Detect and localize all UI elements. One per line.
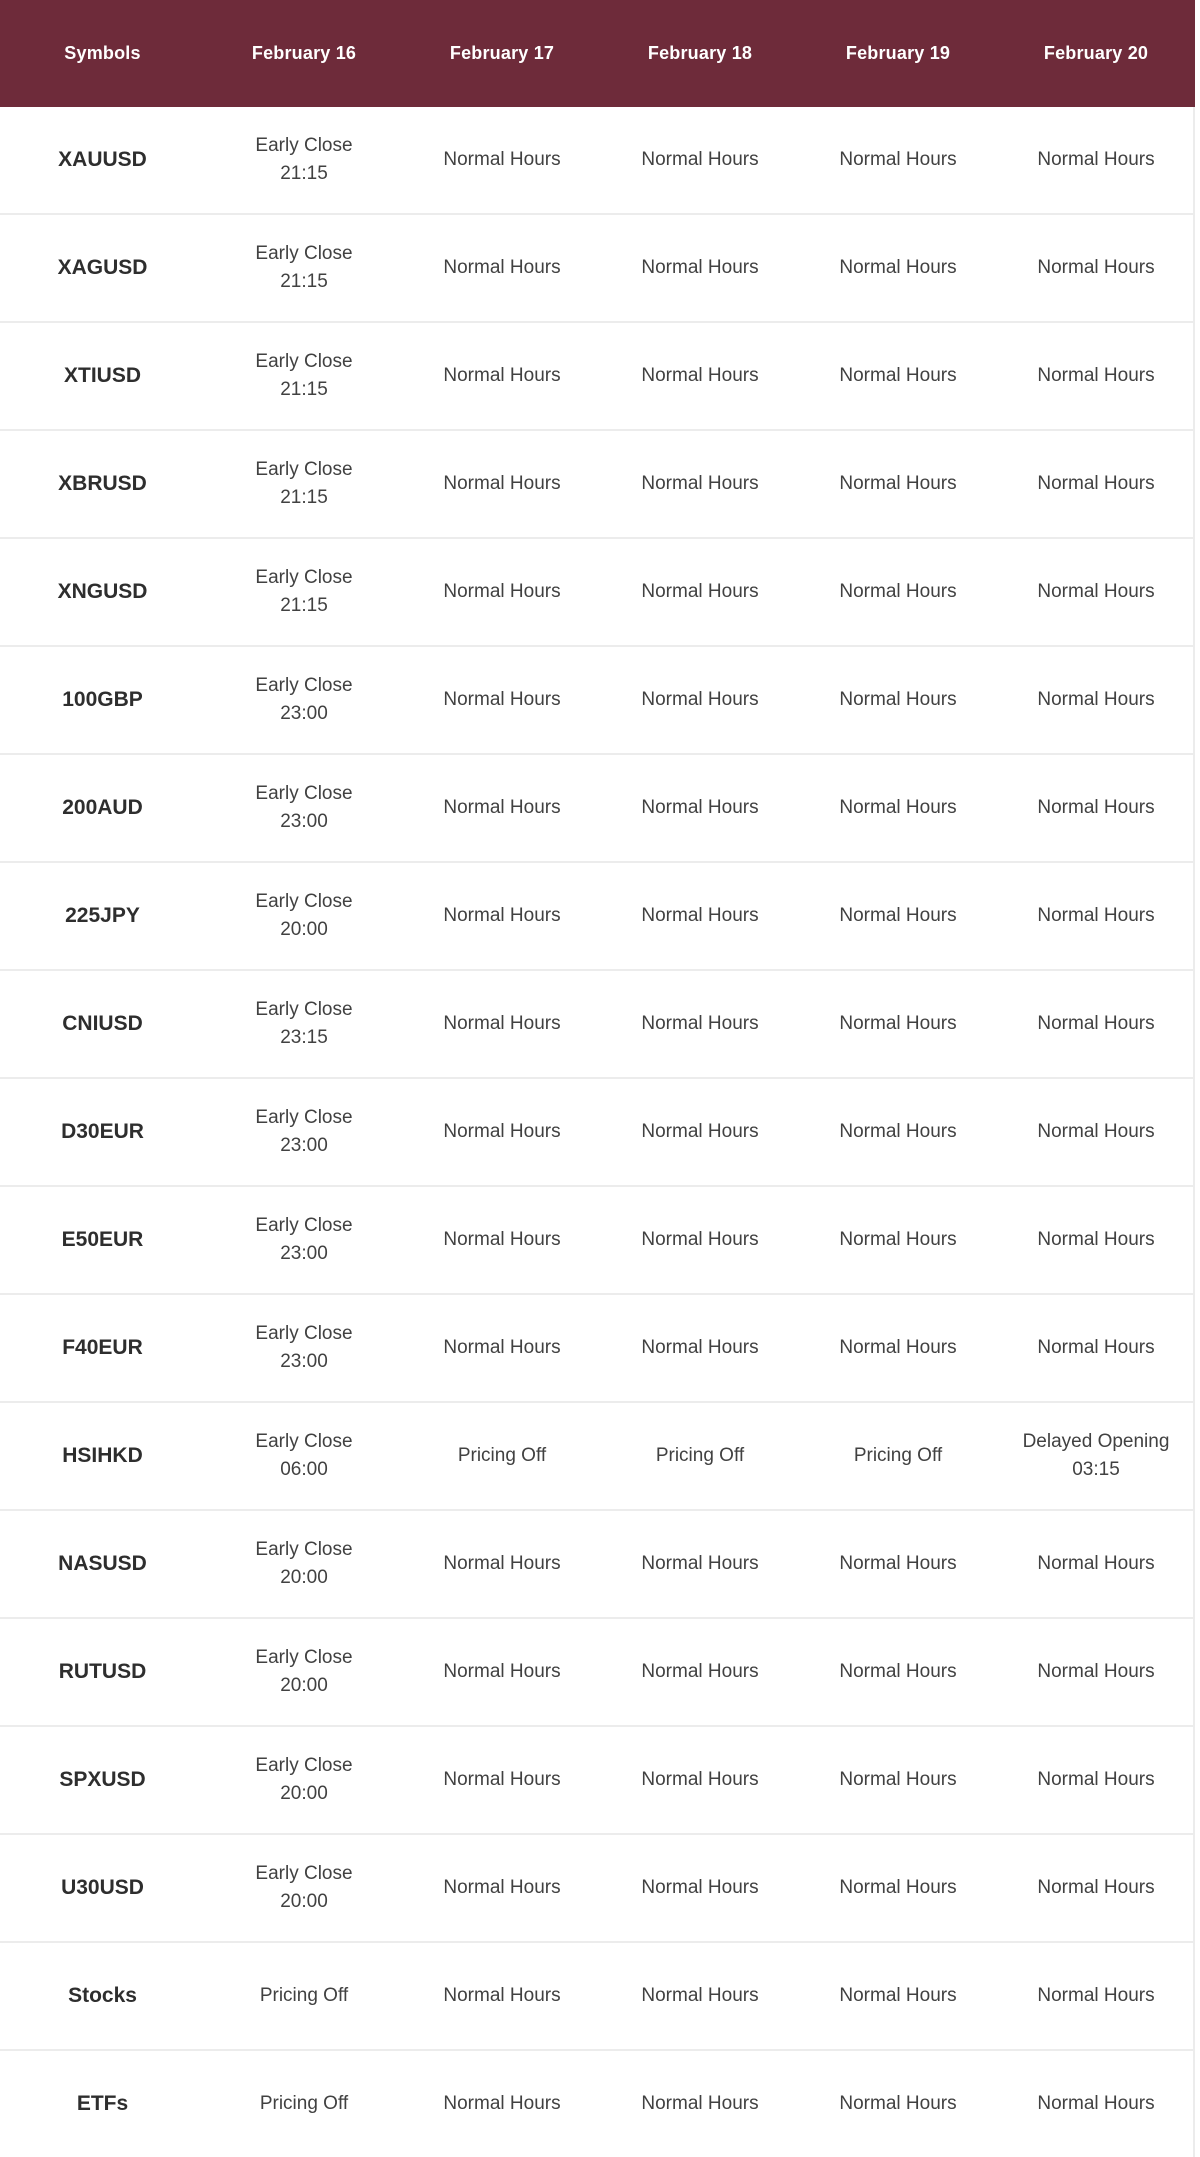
schedule-cell-line1: Pricing Off xyxy=(259,1985,349,2006)
schedule-cell-line1: Normal Hours xyxy=(839,1013,957,1034)
schedule-cell xyxy=(601,1334,799,1362)
symbol-cell: RUTUSD xyxy=(58,1660,147,1683)
schedule-cell-line1: Pricing Off xyxy=(457,1445,547,1466)
schedule-cell xyxy=(997,1010,1195,1038)
schedule-cell-line1: Normal Hours xyxy=(641,149,759,170)
schedule-cell xyxy=(601,1766,799,1794)
schedule-cell xyxy=(799,1658,997,1686)
symbol-cell: F40EUR xyxy=(62,1336,143,1359)
schedule-cell xyxy=(601,470,799,498)
schedule-cell xyxy=(403,1766,601,1794)
table-row xyxy=(0,1727,1193,1835)
schedule-cell xyxy=(997,254,1195,282)
symbol-cell: XBRUSD xyxy=(58,472,147,495)
schedule-cell xyxy=(997,1982,1195,2010)
schedule-cell-line1: Normal Hours xyxy=(1037,581,1155,602)
schedule-cell-line2: 23:00 xyxy=(280,703,328,724)
schedule-cell xyxy=(997,794,1195,822)
schedule-cell xyxy=(403,146,601,174)
schedule-cell-line1: Normal Hours xyxy=(839,1229,957,1250)
schedule-cell xyxy=(205,1212,403,1268)
schedule-cell xyxy=(997,2090,1195,2118)
schedule-cell xyxy=(205,888,403,944)
symbol-cell: U30USD xyxy=(61,1876,144,1899)
table-row xyxy=(0,1295,1193,1403)
schedule-cell xyxy=(403,2090,601,2118)
schedule-cell-line1: Normal Hours xyxy=(839,365,957,386)
schedule-cell-line1: Delayed Opening xyxy=(1022,1431,1170,1452)
schedule-cell-line2: 21:15 xyxy=(280,163,328,184)
schedule-cell-line1: Normal Hours xyxy=(839,1985,957,2006)
schedule-cell xyxy=(799,1118,997,1146)
schedule-cell-line1: Early Close xyxy=(255,1647,353,1668)
schedule-cell-line1: Normal Hours xyxy=(443,797,561,818)
schedule-cell-line2: 21:15 xyxy=(280,379,328,400)
schedule-cell xyxy=(205,1752,403,1808)
schedule-cell-line1: Normal Hours xyxy=(443,365,561,386)
schedule-cell xyxy=(799,1550,997,1578)
schedule-cell xyxy=(799,1982,997,2010)
schedule-cell xyxy=(403,470,601,498)
table-row xyxy=(0,1511,1193,1619)
schedule-cell-line1: Normal Hours xyxy=(641,1661,759,1682)
schedule-cell xyxy=(601,1658,799,1686)
schedule-cell-line1: Early Close xyxy=(255,1431,353,1452)
schedule-cell xyxy=(997,470,1195,498)
schedule-cell-line1: Early Close xyxy=(255,1863,353,1884)
schedule-cell xyxy=(601,1226,799,1254)
schedule-cell xyxy=(799,1442,997,1470)
schedule-cell-line1: Normal Hours xyxy=(839,1121,957,1142)
schedule-cell xyxy=(205,1644,403,1700)
schedule-cell xyxy=(403,254,601,282)
schedule-cell-line1: Normal Hours xyxy=(1037,257,1155,278)
table-row xyxy=(0,1403,1193,1511)
symbol-cell: Stocks xyxy=(68,1984,137,2007)
schedule-cell xyxy=(601,578,799,606)
schedule-cell-line2: 20:00 xyxy=(280,919,328,940)
schedule-cell xyxy=(799,2090,997,2118)
schedule-cell-line1: Normal Hours xyxy=(1037,1121,1155,1142)
schedule-cell-line1: Normal Hours xyxy=(641,905,759,926)
schedule-cell xyxy=(997,1550,1195,1578)
schedule-cell xyxy=(403,362,601,390)
symbol-cell: NASUSD xyxy=(58,1552,147,1575)
schedule-cell-line1: Normal Hours xyxy=(839,905,957,926)
schedule-cell-line1: Early Close xyxy=(255,135,353,156)
table-row xyxy=(0,431,1193,539)
schedule-cell xyxy=(205,1104,403,1160)
schedule-cell-line2: 21:15 xyxy=(280,271,328,292)
schedule-cell-line1: Normal Hours xyxy=(839,1553,957,1574)
schedule-cell xyxy=(799,254,997,282)
schedule-cell-line1: Normal Hours xyxy=(443,689,561,710)
schedule-cell xyxy=(997,1226,1195,1254)
schedule-cell-line1: Normal Hours xyxy=(839,257,957,278)
schedule-cell-line1: Normal Hours xyxy=(1037,797,1155,818)
schedule-cell xyxy=(997,686,1195,714)
schedule-cell-line2: 20:00 xyxy=(280,1567,328,1588)
symbol-cell: E50EUR xyxy=(61,1228,144,1251)
symbol-cell: CNIUSD xyxy=(62,1012,143,1035)
schedule-cell-line1: Normal Hours xyxy=(641,1877,759,1898)
schedule-cell-line1: Normal Hours xyxy=(839,1769,957,1790)
schedule-cell-line1: Normal Hours xyxy=(1037,689,1155,710)
schedule-cell-line2: 23:15 xyxy=(280,1027,328,1048)
schedule-cell-line1: Normal Hours xyxy=(641,581,759,602)
schedule-cell-line2: 23:00 xyxy=(280,811,328,832)
schedule-cell xyxy=(601,686,799,714)
symbol-cell: 200AUD xyxy=(62,796,143,819)
schedule-cell-line2: 21:15 xyxy=(280,595,328,616)
schedule-cell xyxy=(601,1118,799,1146)
schedule-cell xyxy=(205,240,403,296)
table-row xyxy=(0,215,1193,323)
schedule-cell-line1: Normal Hours xyxy=(839,581,957,602)
schedule-cell-line1: Normal Hours xyxy=(641,1337,759,1358)
schedule-cell xyxy=(799,146,997,174)
schedule-cell-line1: Normal Hours xyxy=(641,1553,759,1574)
schedule-cell-line1: Normal Hours xyxy=(1037,1661,1155,1682)
schedule-cell-line1: Normal Hours xyxy=(1037,1229,1155,1250)
schedule-cell-line1: Pricing Off xyxy=(259,2093,349,2114)
schedule-cell xyxy=(205,1860,403,1916)
schedule-cell xyxy=(205,1428,403,1484)
schedule-cell xyxy=(997,902,1195,930)
schedule-cell xyxy=(799,1010,997,1038)
schedule-cell-line1: Normal Hours xyxy=(443,2093,561,2114)
header-cell-february-17: February 17 xyxy=(449,43,555,63)
schedule-cell-line1: Early Close xyxy=(255,999,353,1020)
schedule-cell xyxy=(601,362,799,390)
schedule-cell xyxy=(403,578,601,606)
table-row xyxy=(0,1187,1193,1295)
schedule-cell xyxy=(601,254,799,282)
schedule-cell xyxy=(997,1874,1195,1902)
schedule-cell-line1: Normal Hours xyxy=(1037,1337,1155,1358)
schedule-cell-line1: Early Close xyxy=(255,459,353,480)
schedule-cell-line1: Normal Hours xyxy=(443,1337,561,1358)
schedule-cell xyxy=(205,780,403,836)
schedule-cell-line1: Normal Hours xyxy=(1037,149,1155,170)
schedule-cell-line2: 21:15 xyxy=(280,487,328,508)
schedule-cell-line1: Normal Hours xyxy=(839,2093,957,2114)
schedule-cell-line1: Normal Hours xyxy=(443,1769,561,1790)
schedule-cell-line1: Early Close xyxy=(255,1539,353,1560)
header-cell-february-18: February 18 xyxy=(647,43,753,63)
schedule-cell-line1: Early Close xyxy=(255,351,353,372)
header-cell-february-20: February 20 xyxy=(1043,43,1149,63)
schedule-cell xyxy=(403,1010,601,1038)
symbol-cell: HSIHKD xyxy=(62,1444,143,1467)
schedule-cell-line1: Normal Hours xyxy=(1037,905,1155,926)
schedule-cell-line1: Normal Hours xyxy=(1037,1985,1155,2006)
schedule-cell-line2: 23:00 xyxy=(280,1351,328,1372)
header-cell-symbols: Symbols xyxy=(64,43,141,63)
schedule-cell xyxy=(799,1766,997,1794)
schedule-cell-line2: 20:00 xyxy=(280,1675,328,1696)
schedule-cell-line2: 23:00 xyxy=(280,1243,328,1264)
table-row xyxy=(0,2051,1193,2157)
schedule-cell xyxy=(403,794,601,822)
schedule-cell-line1: Normal Hours xyxy=(641,257,759,278)
header-cell-february-16: February 16 xyxy=(251,43,357,63)
schedule-cell xyxy=(997,1766,1195,1794)
schedule-cell xyxy=(403,686,601,714)
table-row xyxy=(0,755,1193,863)
schedule-cell-line1: Normal Hours xyxy=(641,473,759,494)
table-row xyxy=(0,1079,1193,1187)
table-body xyxy=(0,107,1195,2157)
table-row xyxy=(0,647,1193,755)
schedule-cell xyxy=(403,1442,601,1470)
schedule-cell-line1: Early Close xyxy=(255,891,353,912)
schedule-cell-line1: Normal Hours xyxy=(1037,473,1155,494)
schedule-cell-line1: Normal Hours xyxy=(443,1121,561,1142)
schedule-cell-line2: 20:00 xyxy=(280,1891,328,1912)
table-row xyxy=(0,863,1193,971)
schedule-cell-line1: Early Close xyxy=(255,567,353,588)
schedule-cell-line1: Early Close xyxy=(255,1323,353,1344)
schedule-cell-line1: Normal Hours xyxy=(443,1013,561,1034)
schedule-cell xyxy=(403,1550,601,1578)
schedule-cell-line1: Early Close xyxy=(255,1215,353,1236)
schedule-cell-line1: Normal Hours xyxy=(443,1553,561,1574)
schedule-cell xyxy=(403,1226,601,1254)
schedule-cell xyxy=(403,1874,601,1902)
schedule-cell xyxy=(601,1982,799,2010)
schedule-cell xyxy=(799,578,997,606)
schedule-cell-line1: Normal Hours xyxy=(1037,1877,1155,1898)
table-row xyxy=(0,539,1193,647)
schedule-cell xyxy=(205,2090,403,2118)
schedule-cell-line1: Normal Hours xyxy=(839,689,957,710)
schedule-cell-line2: 03:15 xyxy=(1072,1459,1120,1480)
schedule-cell xyxy=(403,1334,601,1362)
symbol-cell: SPXUSD xyxy=(59,1768,146,1791)
schedule-cell-line1: Normal Hours xyxy=(1037,1553,1155,1574)
schedule-cell xyxy=(205,456,403,512)
schedule-cell-line1: Normal Hours xyxy=(443,473,561,494)
schedule-cell-line1: Normal Hours xyxy=(839,797,957,818)
table-row xyxy=(0,1619,1193,1727)
schedule-cell xyxy=(403,1118,601,1146)
schedule-cell-line1: Normal Hours xyxy=(839,149,957,170)
symbol-cell: D30EUR xyxy=(61,1120,144,1143)
schedule-cell-line1: Pricing Off xyxy=(853,1445,943,1466)
schedule-cell xyxy=(997,146,1195,174)
table-row xyxy=(0,1943,1193,2051)
schedule-cell-line1: Normal Hours xyxy=(1037,1013,1155,1034)
schedule-cell-line1: Early Close xyxy=(255,1107,353,1128)
schedule-cell-line1: Normal Hours xyxy=(443,1985,561,2006)
schedule-cell xyxy=(799,794,997,822)
schedule-cell-line1: Early Close xyxy=(255,243,353,264)
table-row xyxy=(0,971,1193,1079)
schedule-cell-line1: Normal Hours xyxy=(839,1877,957,1898)
symbol-cell: 225JPY xyxy=(65,904,140,927)
schedule-cell xyxy=(403,1982,601,2010)
schedule-cell xyxy=(601,146,799,174)
schedule-cell-line1: Normal Hours xyxy=(839,1661,957,1682)
schedule-cell xyxy=(997,578,1195,606)
schedule-cell xyxy=(601,2090,799,2118)
schedule-cell-line1: Normal Hours xyxy=(641,797,759,818)
schedule-cell xyxy=(601,1874,799,1902)
schedule-cell xyxy=(205,672,403,728)
schedule-cell-line1: Normal Hours xyxy=(1037,365,1155,386)
schedule-cell xyxy=(997,1118,1195,1146)
schedule-cell xyxy=(601,902,799,930)
symbol-cell: XNGUSD xyxy=(57,580,148,603)
schedule-cell xyxy=(799,362,997,390)
schedule-cell xyxy=(403,902,601,930)
schedule-cell xyxy=(799,1226,997,1254)
symbol-cell: ETFs xyxy=(76,2092,129,2115)
schedule-cell-line2: 06:00 xyxy=(280,1459,328,1480)
schedule-cell xyxy=(601,1550,799,1578)
schedule-cell xyxy=(205,1536,403,1592)
schedule-cell xyxy=(799,1874,997,1902)
schedule-cell xyxy=(997,1428,1195,1484)
schedule-cell xyxy=(601,794,799,822)
schedule-cell-line1: Normal Hours xyxy=(443,905,561,926)
schedule-cell xyxy=(799,902,997,930)
schedule-cell-line1: Normal Hours xyxy=(641,1013,759,1034)
schedule-cell xyxy=(205,1982,403,2010)
schedule-cell xyxy=(403,1658,601,1686)
table-row xyxy=(0,1835,1193,1943)
schedule-cell-line1: Normal Hours xyxy=(443,1661,561,1682)
schedule-cell xyxy=(601,1010,799,1038)
schedule-cell-line1: Normal Hours xyxy=(443,581,561,602)
symbol-cell: XTIUSD xyxy=(63,364,141,387)
table-header-row xyxy=(0,0,1195,107)
header-cell-february-19: February 19 xyxy=(845,43,951,63)
schedule-cell xyxy=(205,1320,403,1376)
symbol-cell: XAUUSD xyxy=(58,148,147,171)
schedule-cell xyxy=(799,1334,997,1362)
schedule-cell xyxy=(997,1658,1195,1686)
schedule-cell-line1: Normal Hours xyxy=(443,149,561,170)
table-row xyxy=(0,107,1193,215)
schedule-cell xyxy=(205,132,403,188)
schedule-cell-line1: Normal Hours xyxy=(443,1877,561,1898)
schedule-cell xyxy=(799,686,997,714)
schedule-cell xyxy=(799,470,997,498)
schedule-cell xyxy=(997,1334,1195,1362)
schedule-cell xyxy=(205,564,403,620)
schedule-cell-line1: Normal Hours xyxy=(1037,1769,1155,1790)
schedule-cell-line1: Normal Hours xyxy=(641,1229,759,1250)
symbol-cell: 100GBP xyxy=(62,688,143,711)
schedule-cell-line1: Normal Hours xyxy=(443,257,561,278)
schedule-cell-line1: Normal Hours xyxy=(641,1769,759,1790)
schedule-cell-line1: Normal Hours xyxy=(1037,2093,1155,2114)
schedule-cell-line2: 20:00 xyxy=(280,1783,328,1804)
schedule-cell-line1: Normal Hours xyxy=(641,2093,759,2114)
schedule-cell xyxy=(205,996,403,1052)
schedule-cell xyxy=(601,1442,799,1470)
schedule-cell-line1: Early Close xyxy=(255,1755,353,1776)
schedule-cell-line1: Normal Hours xyxy=(641,689,759,710)
schedule-cell-line2: 23:00 xyxy=(280,1135,328,1156)
symbol-cell: XAGUSD xyxy=(57,256,148,279)
schedule-cell-line1: Normal Hours xyxy=(641,365,759,386)
schedule-cell-line1: Normal Hours xyxy=(839,1337,957,1358)
table-row xyxy=(0,323,1193,431)
schedule-cell-line1: Early Close xyxy=(255,675,353,696)
schedule-cell-line1: Normal Hours xyxy=(641,1121,759,1142)
schedule-cell-line1: Early Close xyxy=(255,783,353,804)
schedule-cell-line1: Normal Hours xyxy=(443,1229,561,1250)
schedule-cell xyxy=(205,348,403,404)
schedule-cell-line1: Pricing Off xyxy=(655,1445,745,1466)
schedule-cell xyxy=(997,362,1195,390)
schedule-cell-line1: Normal Hours xyxy=(839,473,957,494)
schedule-cell-line1: Normal Hours xyxy=(641,1985,759,2006)
